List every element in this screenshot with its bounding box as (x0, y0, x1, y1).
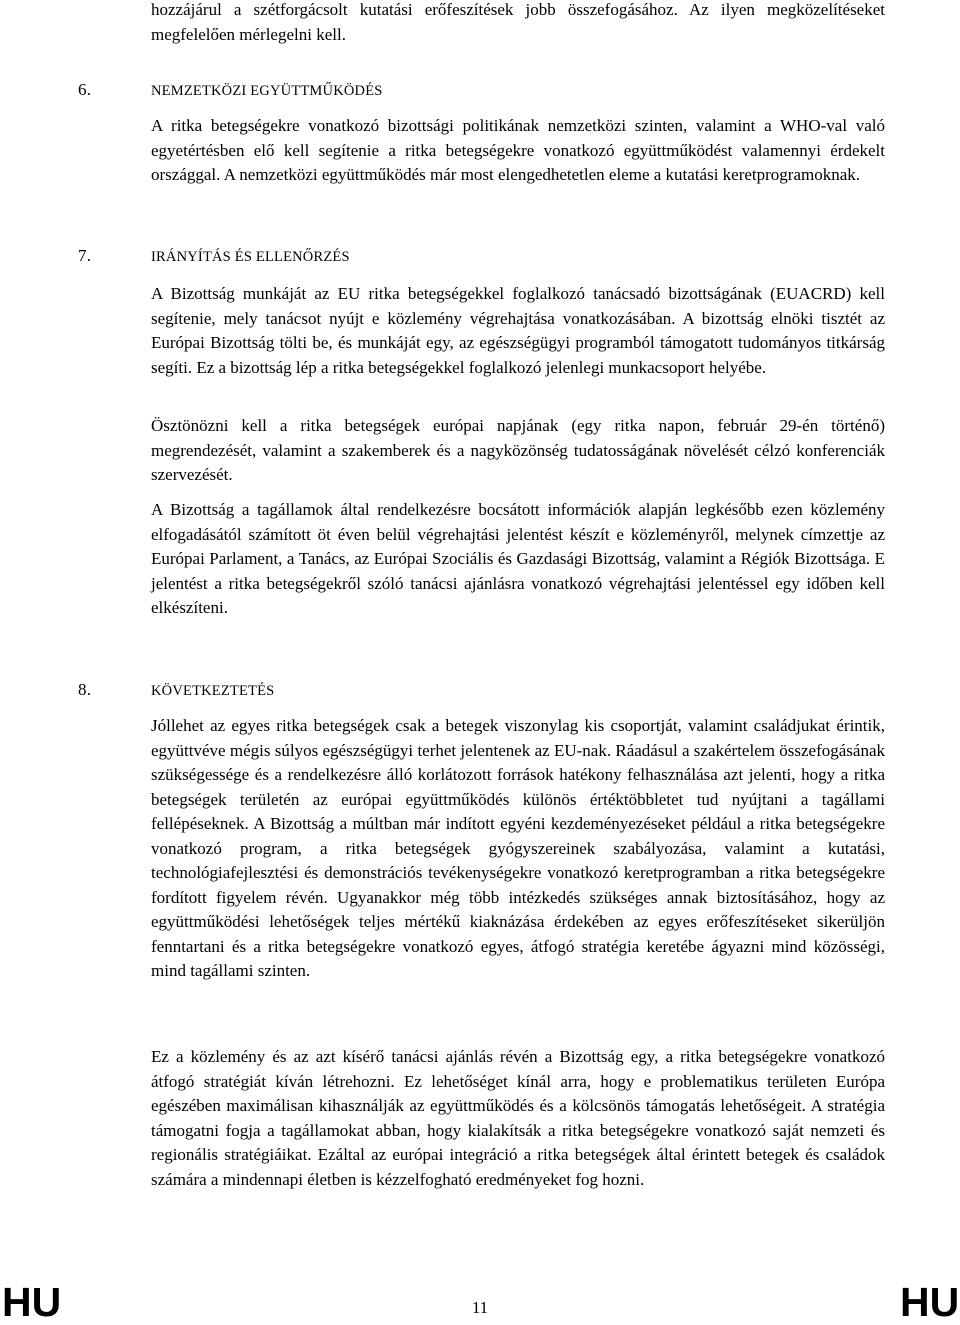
section-6-body (151, 114, 885, 188)
section-8-heading (78, 680, 274, 700)
intro-paragraph: hozzájárul a szétforgácsolt kutatási erőfeszítések jobb összefogásához. Az ilyen megközelítéseket megfelelően mérlegelni kell. (151, 0, 885, 44)
footer-language-left: HU (2, 1279, 62, 1325)
intro-block (151, 0, 885, 47)
section-8-title: KÖVETKEZTETÉS (151, 683, 275, 699)
section-7-number: 7. (78, 246, 92, 265)
section-7-body (151, 282, 885, 380)
section-7-paragraph-2: Ösztönözni kell a ritka betegségek európai napjának (egy ritka napon, február 29-én történő) megrendezését, valamint a szakemberek és a nagyközönség tudatosságának növelését célzó konferenciák szervezését. (151, 416, 885, 484)
section-6-title: NEMZETKÖZI EGYÜTTMŰKÖDÉS (151, 83, 383, 99)
section-7-body-2 (151, 414, 885, 488)
section-6-paragraph: A ritka betegségekre vonatkozó bizottsági politikának nemzetközi szinten, valamint a WHO-val való egyetértésben elő kell segítenie a ritka betegségekre vonatkozó együttműködést valamennyi érdekelt országgal. A nemzetközi együttműködés már most elengedhetetlen eleme a kutatási keretprogramoknak. (151, 116, 885, 184)
section-7-paragraph-1: A Bizottság munkáját az EU ritka betegségekkel foglalkozó tanácsadó bizottságának (EUACRD) kell segítenie, mely tanácsot nyújt e közlemény végrehajtása vonatkozásában. A bizottság elnöki tisztét az Európai Bizottság tölti be, és munkáját egy, az egészségügyi programból támogatott tudományos titkárság segíti. Ez a bizottság lép a ritka betegségekkel foglalkozó jelenlegi munkacsoport helyébe. (151, 284, 885, 377)
section-7-heading (78, 246, 350, 266)
section-6-heading (78, 80, 383, 100)
section-6-number: 6. (78, 80, 92, 99)
section-8-number: 8. (78, 680, 92, 699)
section-8-body-2 (151, 1045, 885, 1192)
page-number: 11 (471, 1298, 489, 1317)
section-7-title: IRÁNYÍTÁS ÉS ELLENŐRZÉS (151, 249, 350, 265)
section-8-paragraph-1: Jóllehet az egyes ritka betegségek csak a betegek viszonylag kis csoportját, valamint családjukat érintik, együttvéve mégis súlyos egészségügyi terhet jelentenek az EU-nak. Ráadásul a szakértelem összefogásának szükségessége és a rendelkezésre álló korlátozott források hatékony felhasználása azt jelenti, hogy a ritka betegségek területén az európai együttműködés különös értéktöbbletet tud nyújtani a tagállami fellépéseknek. A Bizottság a múltban már indított egyéni kezdeményezéseket például a ritka betegségekre vonatkozó program, a ritka betegségek gyógyszereinek szabályozása, valamint a kutatási, technológiafejlesztési és demonstrációs tevékenységekre vonatkozó keretprogramban a ritka betegségekre fordított figyelem révén. Ugyanakkor még több intézkedés szükséges annak biztosításához, hogy az együttműködési lehetőségek teljes mértékű kiaknázása érdekében az egyes erőfeszítéseket sikerüljön fenntartani és a ritka betegségekre vonatkozó egyes, átfogó stratégia keretébe ágyazni mind közösségi, mind tagállami szinten. (151, 716, 885, 980)
section-8-paragraph-2: Ez a közlemény és az azt kísérő tanácsi ajánlás révén a Bizottság egy, a ritka betegségekre vonatkozó átfogó stratégiát kíván létrehozni. Ez lehetőséget kínál arra, hogy e problematikus területen Európa egészében maximálisan kihasználják az együttműködés és a kölcsönös támogatás lehetőségeit. A stratégia támogatni fogja a tagállamokat abban, hogy kialakítsák a ritka betegségekre vonatkozó saját nemzeti és regionális stratégiáikat. Ezáltal az európai integráció a ritka betegségek által érintett betegek és családok számára a mindennapi életben is kézzelfogható eredményeket fog hozni. (151, 1047, 885, 1189)
section-8-body (151, 714, 885, 984)
section-7-body-3 (151, 498, 885, 621)
section-7-paragraph-3: A Bizottság a tagállamok által rendelkezésre bocsátott információk alapján legkésőbb ezen közlemény elfogadásától számított öt éven belül végrehajtási jelentést készít e közleményről, melynek címzettje az Európai Parlament, a Tanács, az Európai Szociális és Gazdasági Bizottság, valamint a Régiók Bizottsága. E jelentést a ritka betegségekről szóló tanácsi ajánlásra vonatkozó végrehajtási jelentéssel egy időben kell elkészíteni. (151, 500, 885, 617)
footer-language-right: HU (900, 1279, 960, 1325)
